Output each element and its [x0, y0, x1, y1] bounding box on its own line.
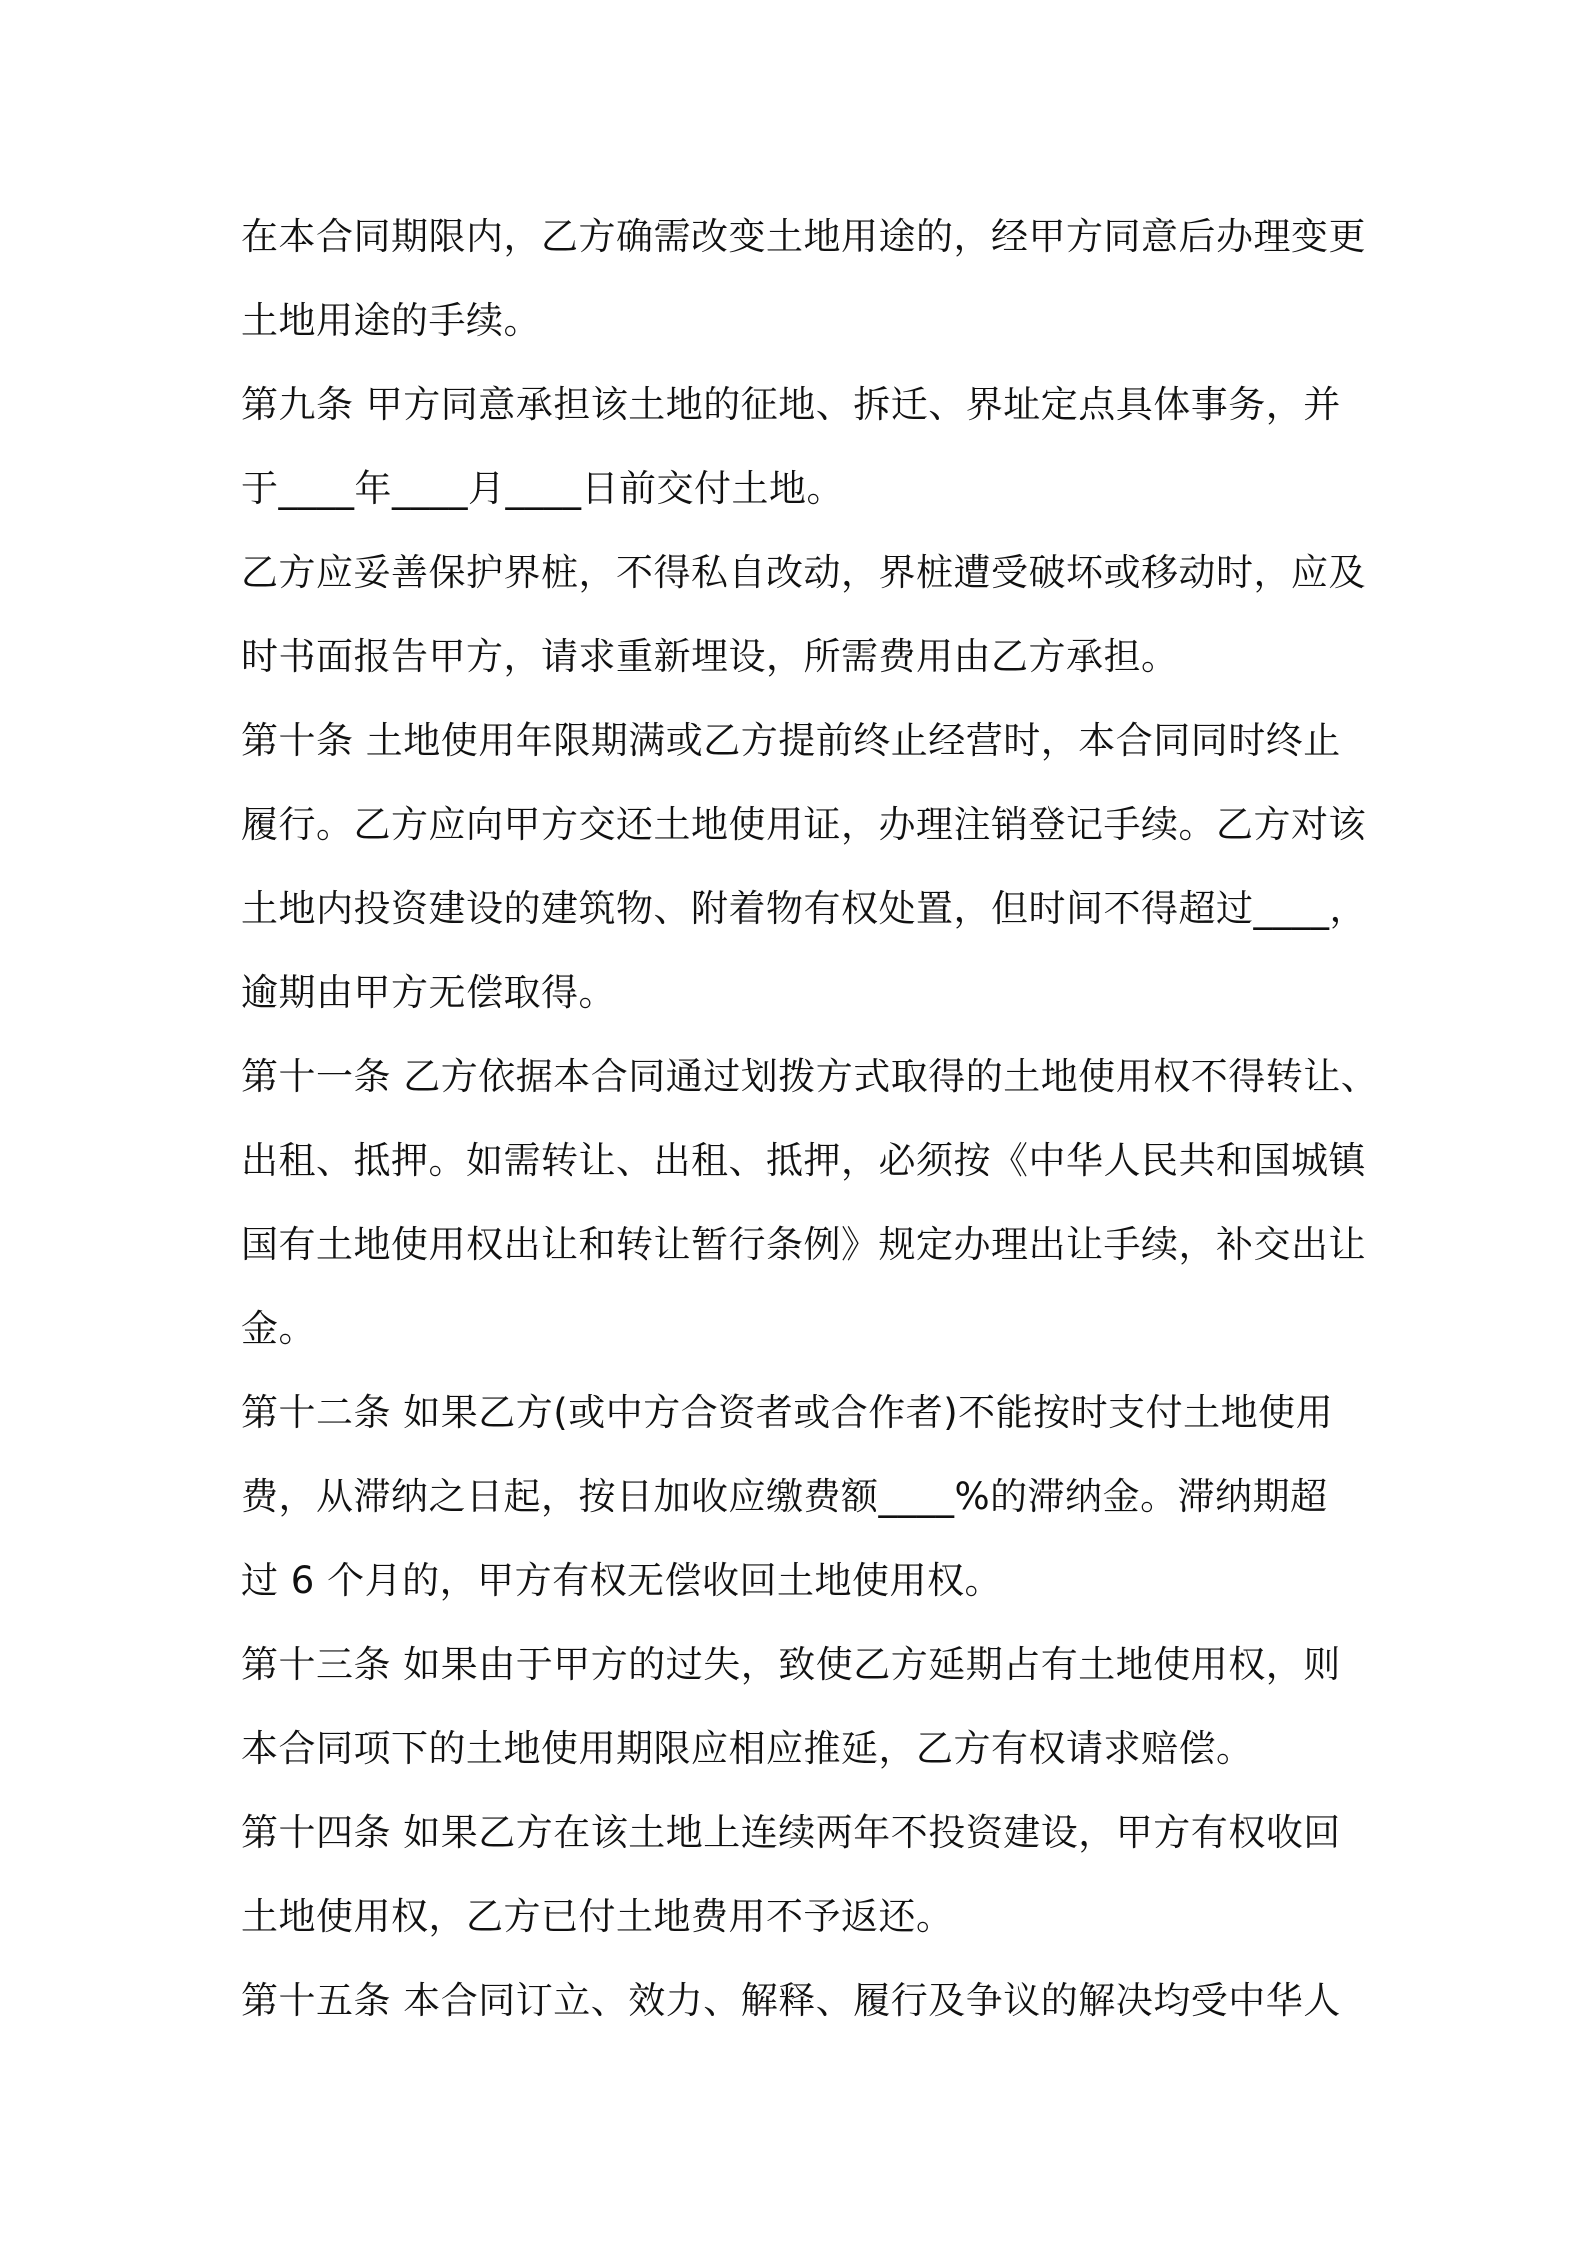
text-line: 在本合同期限内，乙方确需改变土地用途的，经甲方同意后办理变更: [241, 215, 1366, 258]
text-line: 第十三条 如果由于甲方的过失，致使乙方延期占有土地使用权，则: [241, 1643, 1341, 1686]
text-line: 出租、抵押。如需转让、出租、抵押，必须按《中华人民共和国城镇: [241, 1139, 1366, 1182]
text-line: 第九条 甲方同意承担该土地的征地、拆迁、界址定点具体事务，并: [241, 383, 1341, 426]
text-line: 于____年____月____日前交付土地。: [241, 467, 844, 510]
text-line: 土地使用权，乙方已付土地费用不予返还。: [241, 1895, 954, 1938]
text-line: 第十一条 乙方依据本合同通过划拨方式取得的土地使用权不得转让、: [241, 1055, 1379, 1098]
text-line: 第十二条 如果乙方(或中方合资者或合作者)不能按时支付土地使用: [241, 1391, 1334, 1434]
text-line: 履行。乙方应向甲方交还土地使用证，办理注销登记手续。乙方对该: [241, 803, 1366, 846]
text-line: 第十五条 本合同订立、效力、解释、履行及争议的解决均受中华人: [241, 1979, 1341, 2022]
text-line: 国有土地使用权出让和转让暂行条例》规定办理出让手续，补交出让: [241, 1223, 1366, 1266]
text-line: 费，从滞纳之日起，按日加收应缴费额____%的滞纳金。滞纳期超: [241, 1475, 1328, 1518]
text-line: 金。: [241, 1307, 316, 1350]
text-line: 时书面报告甲方，请求重新埋设，所需费用由乙方承担。: [241, 635, 1179, 678]
text-line: 乙方应妥善保护界桩，不得私自改动，界桩遭受破坏或移动时，应及: [241, 551, 1366, 594]
text-line: 本合同项下的土地使用期限应相应推延，乙方有权请求赔偿。: [241, 1727, 1254, 1770]
text-line: 第十四条 如果乙方在该土地上连续两年不投资建设，甲方有权收回: [241, 1811, 1341, 1854]
text-line: 逾期由甲方无偿取得。: [241, 971, 616, 1014]
text-line: 第十条 土地使用年限期满或乙方提前终止经营时，本合同同时终止: [241, 719, 1341, 762]
contract-text: [241, 195, 1379, 2043]
text-line: 土地用途的手续。: [241, 299, 541, 342]
text-line: 土地内投资建设的建筑物、附着物有权处置，但时间不得超过____，: [241, 887, 1367, 930]
text-line: 过 6 个月的，甲方有权无偿收回土地使用权。: [241, 1559, 1003, 1602]
